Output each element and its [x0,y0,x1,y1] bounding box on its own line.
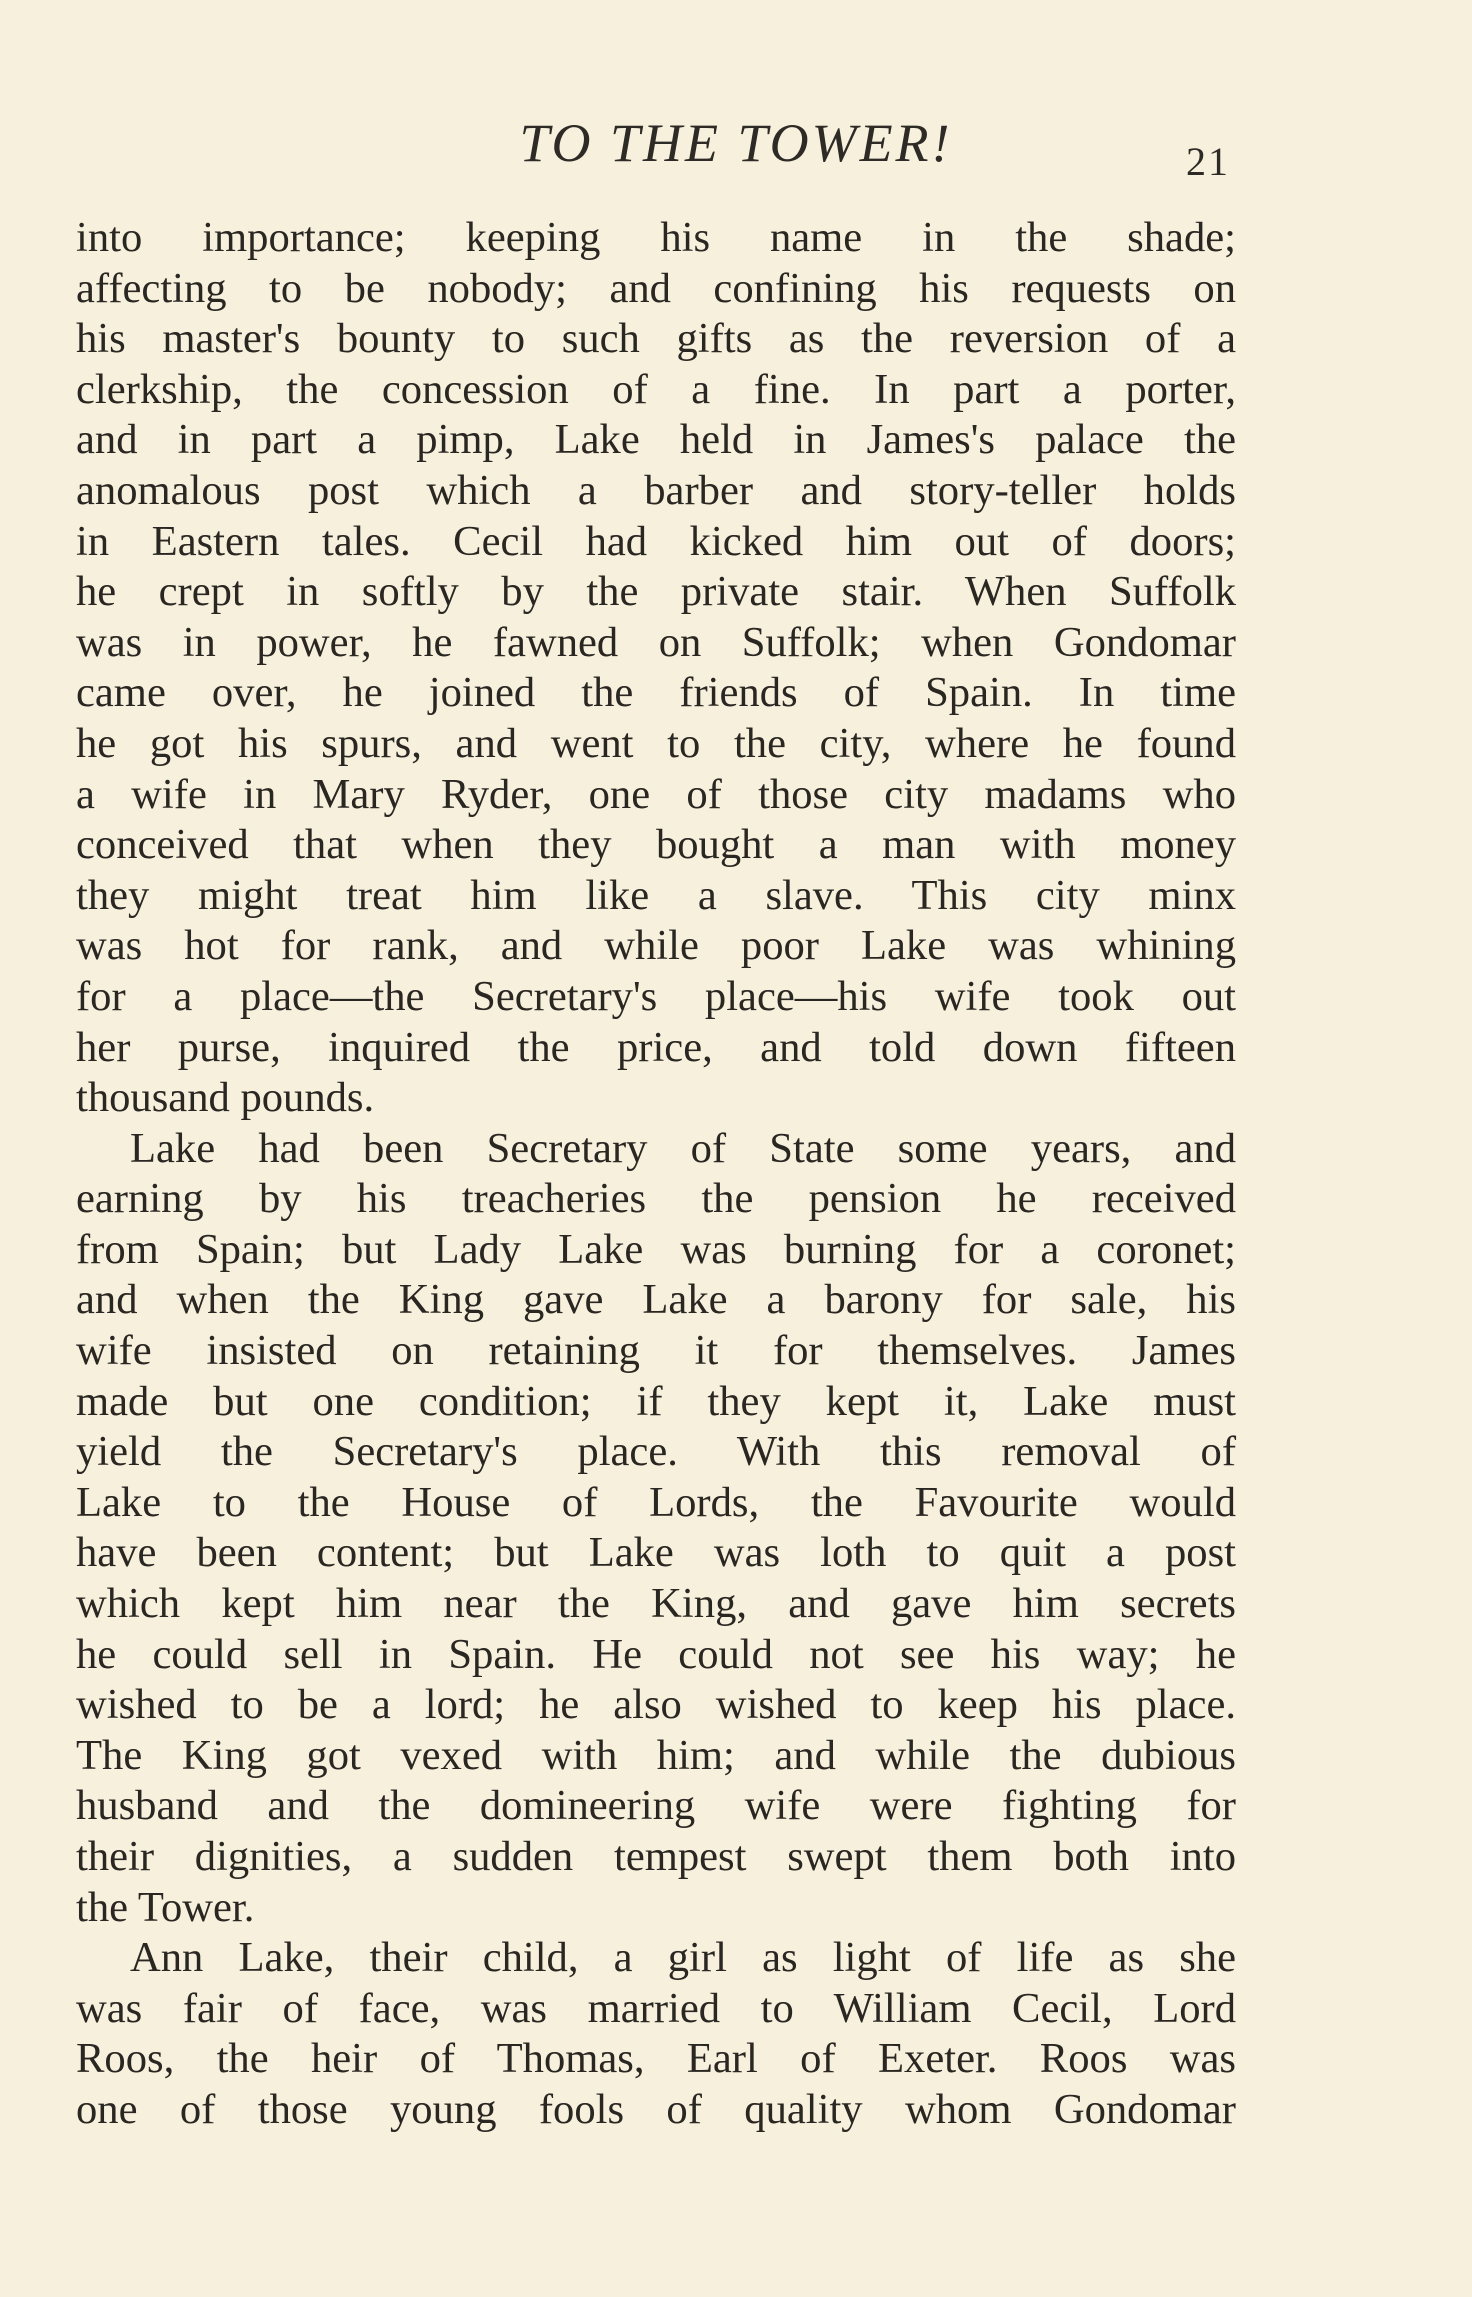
text-line: have been content; but Lake was loth to quit a post [76,1529,1236,1577]
text-line: husband and the domineering wife were fighting for [76,1782,1236,1830]
text-line: he crept in softly by the private stair. When Suffolk [76,568,1236,616]
text-line: earning by his treacheries the pension he received [76,1175,1236,1223]
text-line: affecting to be nobody; and confining his requests on [76,264,1236,312]
paragraph-end-line: the Tower. [76,1883,255,1931]
text-line: and when the King gave Lake a barony for sale, his [76,1276,1236,1324]
paragraph-end-line: thousand pounds. [76,1074,375,1122]
page-number: 21 [1186,139,1230,184]
text-line: and in part a pimp, Lake held in James's palace the [76,416,1236,464]
text-line: in Eastern tales. Cecil had kicked him out of doors; [76,517,1236,565]
text-line: clerkship, the concession of a fine. In part a porter, [76,365,1236,413]
text-line: their dignities, a sudden tempest swept them both into [76,1833,1236,1880]
text-line: one of those young fools of quality whom Gondomar [76,2085,1236,2133]
text-line: a wife in Mary Ryder, one of those city madams who [76,770,1236,818]
text-line: wished to be a lord; he also wished to keep his place. [76,1681,1236,1729]
text-line: The King got vexed with him; and while the dubious [76,1731,1236,1779]
text-line: conceived that when they bought a man with money [76,821,1236,869]
text-line: for a place—the Secretary's place—his wife took out [76,972,1236,1020]
body-text [76,213,1236,2136]
text-line: wife insisted on retaining it for themselves. James [76,1327,1236,1375]
text-line: was fair of face, was married to William Cecil, Lord [76,1984,1236,2032]
text-line: anomalous post which a barber and story-teller holds [76,466,1236,514]
text-line: her purse, inquired the price, and told down fifteen [76,1023,1236,1071]
paragraph-start-line: Ann Lake, their child, a girl as light of life as she [130,1934,1236,1982]
text-line: into importance; keeping his name in the shade; [76,214,1236,261]
text-line: Roos, the heir of Thomas, Earl of Exeter. Roos was [76,2035,1236,2083]
paragraph-start-line: Lake had been Secretary of State some years, and [130,1124,1236,1172]
text-line: his master's bounty to such gifts as the reversion of a [76,315,1236,363]
text-line: was in power, he fawned on Suffolk; when Gondomar [76,618,1236,666]
text-line: made but one condition; if they kept it, Lake must [76,1377,1236,1425]
text-line: they might treat him like a slave. This city minx [76,871,1236,919]
text-line: he got his spurs, and went to the city, where he found [76,719,1236,767]
text-line: which kept him near the King, and gave him secrets [76,1580,1236,1628]
text-line: he could sell in Spain. He could not see his way; he [76,1630,1236,1678]
text-line: Lake to the House of Lords, the Favourite would [76,1478,1236,1526]
text-line: from Spain; but Lady Lake was burning for a coronet; [76,1225,1236,1273]
text-line: yield the Secretary's place. With this removal of [76,1428,1236,1476]
text-line: was hot for rank, and while poor Lake was whining [76,922,1236,970]
running-title: TO THE TOWER! [519,113,953,173]
text-line: came over, he joined the friends of Spain. In time [76,669,1236,717]
